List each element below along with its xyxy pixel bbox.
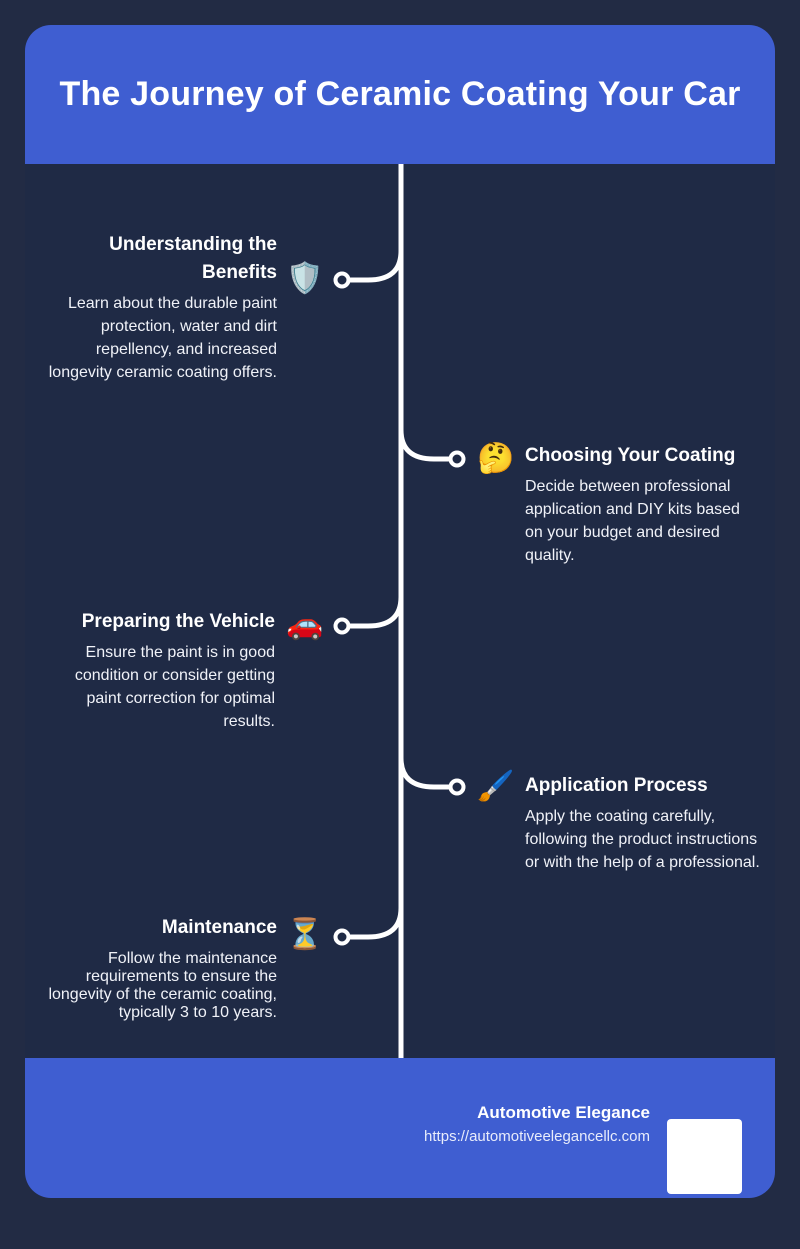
timeline-branch-2 bbox=[401, 430, 457, 459]
timeline-branch-4 bbox=[401, 758, 457, 787]
timeline-branch-5 bbox=[342, 908, 401, 937]
shield-icon: 🛡️ bbox=[286, 261, 324, 296]
hourglass-icon: ⏳ bbox=[286, 917, 324, 952]
timeline-branch-3 bbox=[342, 597, 401, 626]
thinking-face-icon: 🤔 bbox=[477, 441, 515, 476]
step-title: Maintenance bbox=[161, 917, 277, 938]
timeline-node-5 bbox=[336, 931, 349, 944]
page-title: The Journey of Ceramic Coating Your Car bbox=[59, 75, 741, 113]
brand-name: Automotive Elegance bbox=[477, 1103, 650, 1122]
step-title: Choosing Your Coating bbox=[525, 445, 736, 466]
timeline-node-4 bbox=[451, 781, 464, 794]
step-description: Ensure the paint is in good condition or consider getting paint correction for optimal results. bbox=[74, 644, 275, 730]
timeline-node-3 bbox=[336, 620, 349, 633]
timeline-node-2 bbox=[451, 453, 464, 466]
step-application-process bbox=[525, 772, 760, 874]
step-description: Apply the coating carefully, following the product instructions or with the help of a professional. bbox=[525, 808, 760, 871]
step-title: Application Process bbox=[525, 775, 708, 796]
brand-url[interactable]: https://automotiveelegancellc.com bbox=[424, 1128, 650, 1145]
step-description: Follow the maintenance requirements to ensure the longevity of the ceramic coating, typically 3 to 10 years. bbox=[48, 950, 277, 1021]
step-description: Learn about the durable paint protection, water and dirt repellency, and increased longevity ceramic coating offers. bbox=[48, 295, 277, 381]
step-preparing-vehicle bbox=[45, 608, 275, 733]
step-maintenance bbox=[43, 914, 277, 1022]
qr-code-placeholder bbox=[667, 1119, 742, 1194]
step-title: Understanding the Benefits bbox=[109, 234, 277, 283]
step-description: Decide between professional application and DIY kits based on your budget and desired quality. bbox=[525, 478, 740, 564]
step-understanding-benefits bbox=[45, 231, 277, 384]
paintbrush-icon: 🖌️ bbox=[477, 769, 515, 804]
step-choosing-coating bbox=[525, 442, 760, 567]
step-title: Preparing the Vehicle bbox=[81, 611, 275, 632]
infographic-card bbox=[25, 25, 775, 1198]
timeline-branch-1 bbox=[342, 251, 401, 280]
car-icon: 🚗 bbox=[286, 607, 324, 642]
footer-banner bbox=[25, 1058, 775, 1198]
timeline-node-1 bbox=[336, 274, 349, 287]
